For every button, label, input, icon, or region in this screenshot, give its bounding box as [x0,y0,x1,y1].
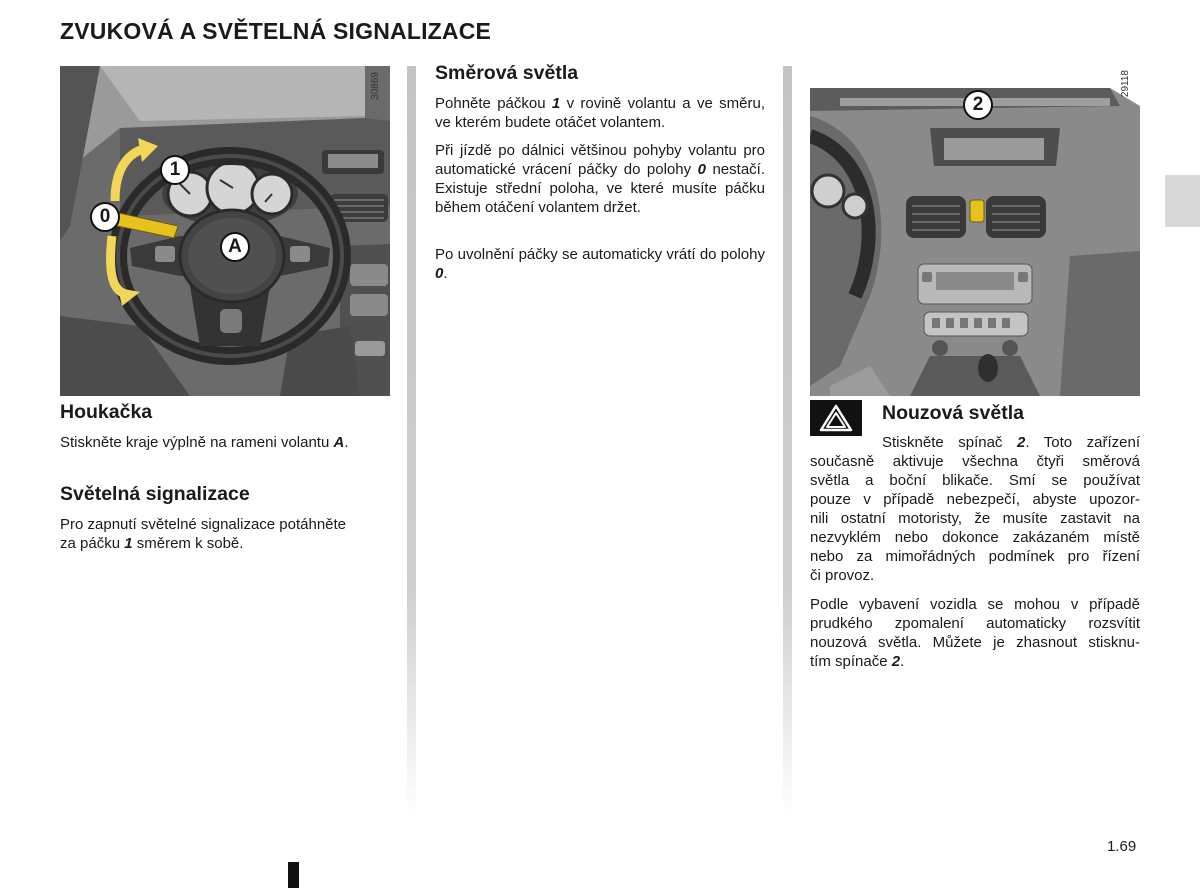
hazard-icon-box [810,400,862,436]
light-signal-text-part: za páčku [60,535,125,552]
page-number: 1.69 [1107,838,1137,855]
hazard-triangle-icon [810,400,862,436]
indicators-text-part: nestačí. Existuje střední poloha, ve které musíte páčku během otáčení volantem držet. [435,161,765,216]
light-signal-heading: Světelná signalizace [60,483,250,505]
light-signal-text [60,515,400,553]
indicators-paragraph-1 [435,94,765,132]
hazard-ref-2: 2 [1016,434,1026,451]
indicators-ref: 1 [551,95,561,112]
indicators-paragraph-3 [435,245,765,283]
indicators-heading: Směrová světla [435,62,579,84]
callout-0: 0 [90,202,120,232]
light-signal-line: Pro zapnutí světelné signalizace potáhněte [60,516,347,533]
indicators-text-part: Po uvolnění páčky se automaticky vrátí do polohy [435,246,765,263]
hazard-line: nezvyklém nebo dokonce zakázaném místě [810,529,1140,546]
thumb-index-tab [1165,175,1200,227]
indicators-paragraph-2 [435,141,765,217]
hazard-line: tím spínače 2. [810,653,905,670]
indicators-text-part: v rovině volantu a ve směru, ve kterém budete otáčet volantem. [435,95,765,131]
indicators-ref: 0 [697,161,706,178]
column-divider-left [407,66,416,816]
horn-text [60,433,400,452]
hazard-line: nebo za mimořádných podmínek pro řízení [810,548,1140,565]
light-signal-ref-1: 1 [124,535,133,552]
callout-2: 2 [963,90,993,120]
hazard-line: současně aktivuje všechna čtyři směrová [810,453,1140,470]
steering-wheel-figure [60,66,390,396]
hazard-ref-2: 2 [891,653,901,670]
horn-text-part: . [344,434,349,451]
figure-code: 30869 [370,72,381,100]
hazard-line: Stiskněte spínač 2. Toto zařízení [882,434,1140,451]
horn-ref-a: A [333,434,345,451]
hazard-paragraph-1 [810,433,1140,585]
light-signal-text-part: směrem k sobě. [132,535,244,552]
hazard-line: Podle vybavení vozidla se mohou v případě [810,596,1140,613]
hazard-line: nili ostatní motoristy, že musíte zastavit na [810,510,1140,527]
figure-code: 29118 [1120,70,1131,98]
indicators-text-part: . [443,265,448,282]
hazard-line: prudkého zpomalení automaticky rozsvítit [810,615,1140,632]
column-divider-right [783,66,792,816]
hazard-line: světla a boční blikače. Smí se používat [810,472,1140,489]
hazard-paragraph-2 [810,595,1140,671]
indicators-ref: 0 [435,265,444,282]
hazard-line: či provoz. [810,567,875,584]
callout-a: A [220,232,250,262]
horn-text-part: Stiskněte kraje výplně na rameni volantu [60,434,334,451]
indicators-text-part: Při jízdě po dálnici většinou pohyby volantu pro automatické vrácení páčky do polohy [435,142,765,178]
hazard-line: pouze v případě nebezpečí, abyste upozor- [810,491,1140,508]
dashboard-console-figure [810,66,1140,396]
indicators-text-part: Pohněte páčkou [435,95,552,112]
callout-1: 1 [160,155,190,185]
light-signal-line [60,534,400,553]
horn-heading: Houkačka [60,401,153,423]
crop-mark [288,862,299,888]
hazard-line: nouzová světla. Můžete je zhasnout stisknu- [810,634,1140,651]
page-title: ZVUKOVÁ A SVĚTELNÁ SIGNALIZACE [60,18,492,44]
hazard-heading: Nouzová světla [882,402,1024,424]
